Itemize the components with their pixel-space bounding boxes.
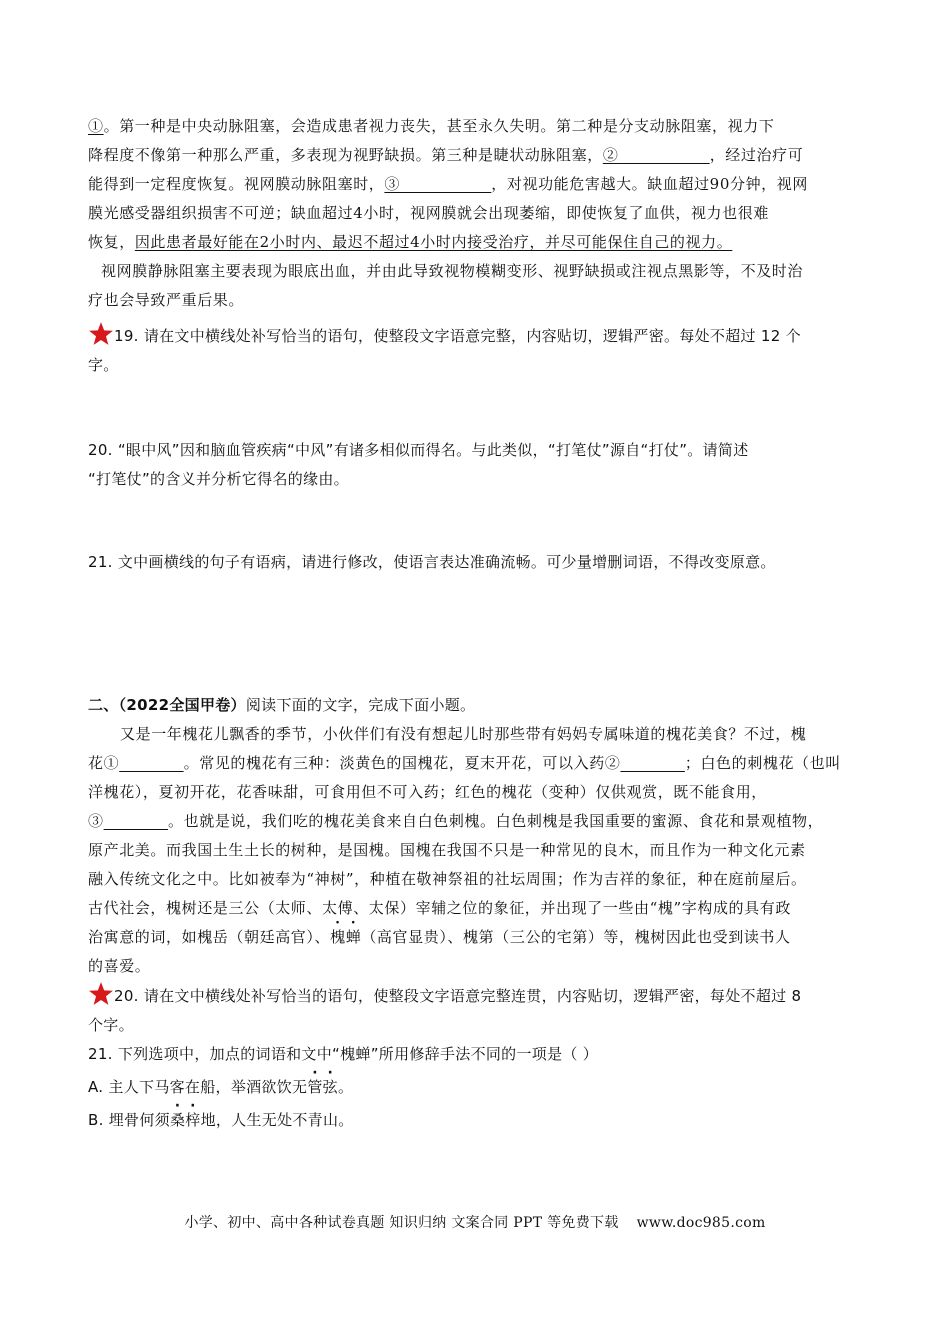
para2-line1: 视网膜静脉阻塞主要表现为眼底出血，并由此导致视物模糊变形、视野缺损或注视点黑影等，不及时治	[101, 262, 804, 280]
blank-p2	[620, 754, 684, 772]
passage-line4: ③ 。也就是说，我们吃的槐花美食来自白色刺槐。白色刺槐是我国重要的蜜源、食花和景观植物，	[88, 812, 824, 830]
para1-line5: 恢复，因此患者最好能在2小时内、最迟不超过4小时内接受治疗，并尽可能保住自己的视力。	[88, 233, 733, 251]
section-2-heading: 二、（2022全国甲卷）阅读下面的文字，完成下面小题。	[88, 696, 476, 714]
para1-line4: 膜光感受器组织损害不可逆；缺血超过4小时，视网膜就会出现萎缩，即使恢复了血供，视力也很难	[88, 204, 769, 222]
question-20a-cont: “打笔仗”的含义并分析它得名的缘由。	[88, 470, 349, 488]
question-20a: 20. “眼中风”因和脑血管疾病“中风”有诸多相似而得名。与此类似，“打笔仗”源自“打仗”。请简述	[88, 441, 749, 459]
dotted-char: 桑	[169, 1111, 186, 1129]
passage-line6: 融入传统文化之中。比如被奉为“神树”，种植在敬神祭祖的社坛周围；作为吉祥的象征，种在庭前屋后。	[88, 870, 807, 888]
blank-1: ①	[88, 117, 104, 135]
dotted-char: 弦	[322, 1078, 338, 1096]
para1-line3: 能得到一定程度恢复。视网膜动脉阻塞时，③ ，对视功能危害越大。缺血超过90分钟，视网	[88, 175, 808, 193]
underlined-sentence: 因此患者最好能在2小时内、最迟不超过4小时内接受治疗，并尽可能保住自己的视力。	[134, 233, 733, 251]
passage-line8: 治寓意的词，如槐岳（朝廷高官）、槐蝉（高官显贵）、槐第（三公的宅第）等，槐树因此也受到读书人	[88, 923, 868, 952]
passage-line1: 又是一年槐花儿飘香的季节，小伙伴们有没有想起儿时那些带有妈妈专属味道的槐花美食？不过，槐	[120, 725, 807, 743]
blank-3: ③	[384, 175, 401, 193]
passage-line2: 花① 。常见的槐花有三种：淡黄色的国槐花，夏末开花，可以入药② ；白色的刺槐花（也叫	[88, 754, 841, 772]
question-21a: 21. 文中画横线的句子有语病，请进行修改，使语言表达准确流畅。可少量增删词语，不得改变原意。	[88, 553, 776, 571]
blank-p3	[104, 812, 168, 830]
passage-line9: 的喜爱。	[88, 957, 151, 975]
passage-line5: 原产北美。而我国土生土长的树种，是国槐。国槐在我国不只是一种常见的良木，而且作为一种文化元素	[88, 841, 806, 859]
question-20b-cont: 个字。	[88, 1016, 134, 1034]
question-21b: 21. 下列选项中，加点的词语和文中“槐蝉”所用修辞手法不同的一项是（ ）	[88, 1045, 599, 1063]
question-20b: 20. 请在文中横线处补写恰当的语句，使整段文字语意完整连贯，内容贴切，逻辑严密，每处不超过 8	[88, 981, 868, 1011]
question-19-cont: 字。	[88, 356, 119, 374]
page-footer	[0, 1212, 950, 1232]
dotted-char: 管	[307, 1078, 323, 1096]
passage-line3: 洋槐花），夏初开花，花香味甜，可食用但不可入药；红色的槐花（变种）仅供观赏，既不能食用，	[88, 783, 767, 801]
dotted-char: 梓	[185, 1111, 201, 1129]
option-b: B. 埋骨何须桑梓地，人生无处不青山。	[88, 1106, 868, 1135]
para1-line1: ①。第一种是中央动脉阻塞，会造成患者视力丧失，甚至永久失明。第二种是分支动脉阻塞，视力下	[88, 117, 775, 135]
question-19: 19. 请在文中横线处补写恰当的语句，使整段文字语意完整，内容贴切，逻辑严密。每处不超过 12 个	[88, 321, 868, 351]
para2-line2: 疗也会导致严重后果。	[88, 291, 245, 309]
document-page	[88, 112, 868, 1135]
dotted-char: 蝉	[345, 928, 362, 946]
red-star-icon	[88, 321, 114, 347]
dotted-char: 槐	[330, 928, 346, 946]
passage-line7: 古代社会，槐树还是三公（太师、太傅、太保）宰辅之位的象征，并出现了一些由“槐”字构成的具有政	[88, 899, 791, 917]
blank-2: ②	[602, 146, 619, 164]
footer-text: 小学、初中、高中各种试卷真题 知识归纳 文案合同 PPT 等免费下载	[184, 1215, 619, 1231]
para1-line2: 降程度不像第一种那么严重，多表现为视野缺损。第三种是睫状动脉阻塞，② ，经过治疗可	[88, 146, 804, 164]
red-star-icon	[88, 981, 114, 1007]
footer-link[interactable]: www.doc985.com	[636, 1215, 766, 1231]
blank-p1	[119, 754, 183, 772]
option-a: A. 主人下马客在船，举酒欲饮无管弦。	[88, 1073, 868, 1102]
